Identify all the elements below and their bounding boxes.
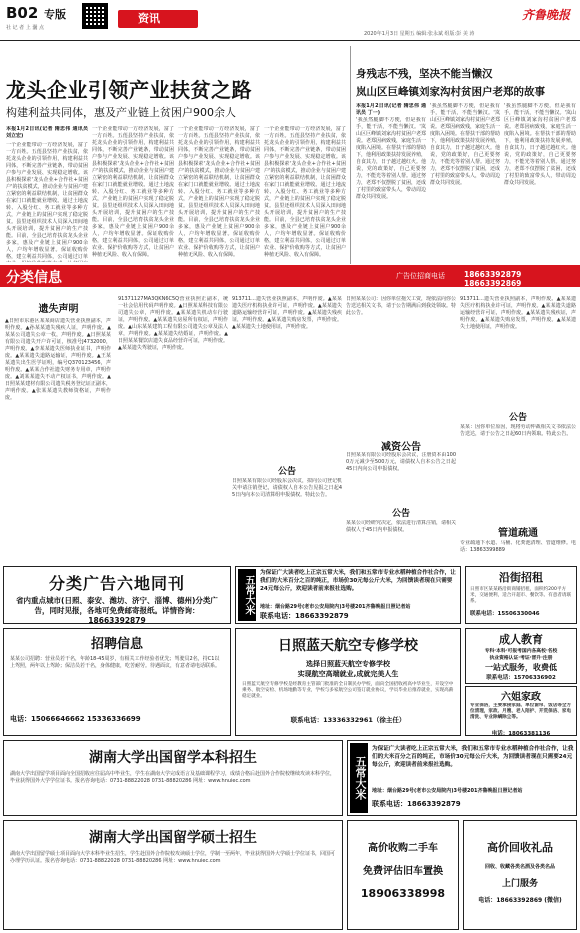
housekeeping-phone: 电话：18063381136: [491, 731, 551, 737]
section-tab: [118, 10, 198, 28]
pipe-title: 管道疏通: [498, 528, 538, 539]
lead-byline: 本报1月2日讯(记者 隋忠伟 通讯员 刘立宏): [6, 126, 88, 139]
story2-body-col2: '我虽然腿脚不方便，但是我有手，能干活，不能当懒汉。'岚山区巨峰镇刘家沟村贫困户老郑说。老郑因病致残，家庭生活一度陷入困境。在帮扶干部的帮助下，他利用政策扶持发展养殖，自食其力，日子越过越红火。他说，党的政策好，自己更要努力，不能光等着别人帮。通过努力，老郑不仅摆脱了贫困，还成了村里的致富带头人，带动周边群众共同发展。: [430, 103, 500, 186]
lead-body-col3: 一个企业能带动一方经济发展，富了一方百姓。五莲县坚持产业扶贫，依托龙头企业的引领作用，构建利益共同体，不断完善产业链条，带动贫困户参与产业发展、实现稳定增收。该县积极探索'龙头企业+合作社+贫困户'的扶贫模式，推动企业与贫困户建立紧密的利益联结机制，让贫困群众在家门口就能就业增收。通过土地流转、入股分红、务工就业等多种方式，产业链上的贫困户实现了稳定脱贫。县里还组织技术人员深入田间地头开展培训，提升贫困户的生产技能。目前，全县已培育扶贫龙头企业多家，惠及产业链上贫困户900余人，户均年增收显著。保证收购价格，建立利益共同体，公司通过订单农业、保护价收购等方式，让贫困户种植无风险、收入有保障。: [178, 126, 260, 258]
story2-title1: 身残志不残，坚决不能当懒汉: [356, 68, 493, 80]
section-tab-label: 资讯: [138, 12, 160, 25]
right-notice-top: 913711...遗失营业执照副本，声明作废。▲某某遗失医疗机构执业许可证，声明作废。▲某某遗失道路运输经营许可证，声明作废。▲某某遗失残疾证，声明作废。▲某某遗失购房发票，声明作废。▲某某遗失土地使用证，声明作废。: [460, 296, 576, 330]
recruit-ad: [3, 628, 231, 736]
gift-recycle-title: 高价回收礼品: [487, 841, 553, 854]
lead-body-col2: 一个企业能带动一方经济发展，富了一方百姓。五莲县坚持产业扶贫，依托龙头企业的引领作用，构建利益共同体，不断完善产业链条，带动贫困户参与产业发展、实现稳定增收。该县积极探索'龙头企业+合作社+贫困户'的扶贫模式，推动企业与贫困户建立紧密的利益联结机制，让贫困群众在家门口就能就业增收。通过土地流转、入股分红、务工就业等多种方式，产业链上的贫困户实现了稳定脱贫。县里还组织技术人员深入田间地头开展培训，提升贫困户的生产技能。目前，全县已培育扶贫龙头企业多家，惠及产业链上贫困户900余人，户均年增收显著。保证收购价格，建立利益共同体，公司通过订单农业、保护价收购等方式，让贫困户种植无风险、收入有保障。: [92, 126, 174, 258]
used-car-title: 高价收购二手车: [368, 843, 438, 854]
gift-recycle-line2: 上门服务: [501, 879, 538, 889]
adult-edu-line1: 专科·本科·可报考国内各高校·名校: [484, 649, 558, 654]
notice-body-mid: 日照某某有限公司经股东会决议，拟向公司登记机关申请注销登记，请债权人自本公告见报之日起45日内向本公司清算组申报债权。特此公告。: [232, 478, 342, 498]
street-rent-phone: 联系电话：15506330046: [470, 611, 540, 617]
classified-phones: 18663392879 18663392869: [464, 270, 522, 288]
pipe-body: 专业疏通下水道、马桶、化粪池清理、管道维修。电话：13863399889: [460, 540, 576, 553]
story2-body-col3: '我虽然腿脚不方便，但是我有手，能干活，不能当懒汉。'岚山区巨峰镇刘家沟村贫困户老郑说。老郑因病致残，家庭生活一度陷入困境。在帮扶干部的帮助下，他利用政策扶持发展养殖，自食其力，日子越过越红火。他说，党的政策好，自己更要努力，不能光等着别人帮。通过努力，老郑不仅摆脱了贫困，还成了村里的致富带头人，带动周边群众共同发展。: [504, 103, 576, 186]
hunan-master-body: 湖南大学出国留学硕士项目面向大学本科毕业生招生，学生赴国外合作院校攻读硕士学位，学制一至两年，毕业获得国外大学硕士学位证书，回国可办理学历认证。报名咨询电话：0731-88822028 0731-88820286 网址：www.hnuiec.com: [10, 851, 336, 864]
hunan-bachelor-body: 湖南大学出国留学项目面向全国招收应往届高中毕业生，学生在湖南大学完成语言及基础课程学习，成绩合格后赴国外合作院校继续攻读本科学位，毕业获得国外大学学位证书。报名咨询电话：0731-88822028 0731-88820286 网址：www.hnuiec.com: [10, 771, 336, 784]
housekeeping-ad: [465, 686, 577, 736]
housekeeping-body: 专业保洁，主要承接家庭、单位窗帘、饭店等全方位清理，家政、月嫂、老人陪护、开荒保洁、家电清洗、专业除螨除尘等。: [470, 703, 572, 720]
story2-body-col1: '我虽然腿脚不方便，但是我有手，能干活，不能当懒汉。'岚山区巨峰镇刘家沟村贫困户老郑说。老郑因病致残，家庭生活一度陷入困境。在帮扶干部的帮助下，他利用政策扶持发展养殖，自食其力，日子越过越红火。他说，党的政策好，自己更要努力，不能光等着别人帮。通过努力，老郑不仅摆脱了贫困，还成了村里的致富带头人，带动周边群众共同发展。: [356, 117, 426, 200]
notice-col4: 日照某某公司：因你单位拖欠工资，现依法向你公告送达相关文书，请于公告期满后到我处领取。特此公告。: [346, 296, 456, 316]
story2-byline: 本报1月2日讯(记者 隋忠伟 通讯员 丁一): [356, 103, 426, 116]
wuchang-tag-bottom: 五常大米: [350, 743, 368, 813]
lead-headline: 龙头企业引领产业扶贫之路: [6, 78, 252, 102]
adult-edu-line3: 一站式服务，收费低: [485, 663, 557, 672]
adult-edu-ad: [465, 628, 577, 684]
lost-notice-col2: 91371127MA3QKN6C5Q营业执照正副本，统一社会信用代码声明作废。▲日照某某科技有限公司遗失公章，声明作废。▲某某遗失机动车行驶证，声明作废。▲某某遗失房屋所有权证，声明作废。▲山东某某建筑工程有限公司遗失公章及法人章，声明作废。▲某某遗失结婚证，声明作废。▲日照某某餐饮店遗失食品经营许可证，声明作废。▲某某遗失驾驶证，声明作废。: [118, 296, 228, 351]
wuchang-ad-top: [235, 566, 461, 624]
brand-logo: 齐鲁晚报: [522, 8, 571, 22]
notice3-body: 某某公司经研究决定，依法进行清算注销，请相关债权人于45日内申报债权。: [346, 520, 456, 533]
gift-recycle-line1: 回收、收藏各类名酒及各类名品: [484, 864, 555, 870]
recruit-phone: 电话：15066646662 15336336699: [10, 715, 141, 723]
hunan-master-title: 湖南大学出国留学硕士招生: [89, 830, 257, 846]
lost-notice-title: 遗失声明: [38, 304, 79, 315]
right-notice-title: 公告: [508, 413, 527, 423]
six-city-title: 分类广告六地同刊: [48, 574, 185, 593]
used-car-ad: [347, 820, 459, 930]
lost-notice-col3: 913711...遗失营业执照副本，声明作废。▲某某遗失医疗机构执业许可证，声明作废。▲某某遗失道路运输经营许可证，声明作废。▲某某遗失残疾证，声明作废。▲某某遗失购房发票，声明作废。▲某某遗失土地使用证，声明作废。: [232, 296, 342, 330]
notice-title-mid: 公告: [277, 467, 296, 477]
wuchang-body-bottom: 为保证广大读者吃上正宗五常大米，我们和五常市专业水稻种植合作社合作，让我们的大米百分之百的纯正，市场价30元每公斤大米，为回馈读者现在只需要24元每公斤，欢迎读者前来报社选购。: [372, 746, 574, 768]
recruit-title: 招聘信息: [90, 637, 143, 652]
hunan-bachelor-ad: [3, 740, 343, 816]
story-divider: [350, 46, 351, 264]
classified-phone-label: 广告位招商电话: [396, 272, 445, 280]
housekeeping-title: 六姐家政: [501, 692, 541, 703]
lead-body-col1: 一个企业能带动一方经济发展，富了一方百姓。五莲县坚持产业扶贫，依托龙头企业的引领作用，构建利益共同体，不断完善产业链条，带动贫困户参与产业发展、实现稳定增收。该县积极探索'龙头企业+合作社+贫困户'的扶贫模式，推动企业与贫困户建立紧密的利益联结机制，让贫困群众在家门口就能就业增收。通过土地流转、入股分红、务工就业等多种方式，产业链上的贫困户实现了稳定脱贫。县里还组织技术人员深入田间地头开展培训，提升贫困户的生产技能。目前，全县已培育扶贫龙头企业多家，惠及产业链上贫困户900余人，户均年增收显著。保证收购价格，建立利益共同体，公司通过订单: [6, 142, 88, 260]
lead-body-col4: 一个企业能带动一方经济发展，富了一方百姓。五莲县坚持产业扶贫，依托龙头企业的引领作用，构建利益共同体，不断完善产业链条，带动贫困户参与产业发展、实现稳定增收。该县积极探索'龙头企业+合作社+贫困户'的扶贫模式，推动企业与贫困户建立紧密的利益联结机制，让贫困群众在家门口就能就业增收。通过土地流转、入股分红、务工就业等多种方式，产业链上的贫困户实现了稳定脱贫。县里还组织技术人员深入田间地头开展培训，提升贫困户的生产技能。目前，全县已培育扶贫龙头企业多家，惠及产业链上贫困户900余人，户均年增收显著。保证收购价格，建立利益共同体，公司通过订单农业、保护价收购等方式，让贫困户种植无风险、收入有保障。: [264, 126, 346, 258]
classified-title: 分类信息: [6, 270, 62, 286]
story2-title2: 岚山区巨峰镇刘家沟村贫困户老郑的故事: [356, 86, 545, 98]
page-number: B02: [6, 4, 39, 22]
adult-edu-line2: 执业资格认证·考证·晋升·注册: [489, 656, 553, 661]
aviation-school-ad: [235, 628, 461, 736]
wuchang-tag-top: 五常大米: [238, 569, 256, 621]
used-car-phone: 18906338998: [360, 887, 446, 900]
header-subline: 社 记 者 上 囊 点: [6, 25, 44, 31]
lost-notice-body: ▲日照市东港区某某商店遗失营业执照副本，声明作废。▲孙某某遗失残疾人证，声明作废。▲某某公司遗失公章一枚，声明作废。▲日照某某有限公司遗失开户许可证，核准号J4732000，声明作废。▲李某某遗失医师执业证书，声明作废。▲某某遗失道路运输证，声明作废。▲王某某遗失出生医学证明，编号Q370123456，声明作废。▲某某合作社遗失财务专用章，声明作废。▲刘某某遗失不动产权证书，声明作废。▲日照某某建材有限公司遗失税务登记证正副本，声明作废。▲张某某遗失教师资格证，声明作废。: [5, 318, 111, 401]
section-label: 专版: [44, 8, 66, 21]
adult-edu-title: 成人教育: [499, 633, 543, 646]
right-notice-body: 某某：因你单位原因，现将劳动仲裁相关文书依法公告送达，请于公告之日起60日内领取。特此公告。: [460, 424, 576, 437]
used-car-line: 免费评估旧车置换: [363, 866, 443, 877]
aviation-sub2: 实现航空高端就业,成就完美人生: [297, 670, 399, 678]
classified-bar: [0, 265, 580, 287]
hunan-bachelor-title: 湖南大学出国留学本科招生: [89, 750, 257, 766]
wuchang-addr-top: 地址：烟台路29号(老市公安局院内)3号楼201齐鲁晚报日照记者站: [260, 604, 411, 610]
page-header: [0, 0, 580, 42]
aviation-body: 日照蓝天航空专修学校是经教育主管部门批准的全日制民办学校，面向全国招收初高中毕业生，开设空中乘务、航空安检、机场地勤等专业，学校与多家航空公司签订就业协议，学员毕业后推荐就业，实现高薪稳定就业。: [242, 682, 454, 699]
lost-notice-box: [3, 294, 114, 564]
gift-recycle-ad: [463, 820, 577, 930]
gift-recycle-phone: 电话：18663392869 (微信): [478, 897, 562, 904]
qr-code-icon: [82, 3, 108, 29]
aviation-title: 日照蓝天航空专修学校: [278, 638, 418, 654]
street-rent-body: 日照市区某某路沿街商铺招租，面积约200平方米，交通便利，适合开超市、餐饮等。有意者请联系。: [470, 587, 572, 604]
adult-edu-phone: 联系电话：15706336902: [486, 675, 556, 681]
street-rent-title: 沿街招租: [499, 571, 543, 584]
wuchang-contact-bottom: 联系电话：18663392879: [372, 800, 461, 808]
six-city-body: 省内重点城市(日照、泰安、潍坊、济宁、淄博、德州)分类广告，同时见报，各地可免费邮寄报纸。详情咨询：18663392879: [16, 596, 218, 625]
reduce-capital-title: 减资公告: [381, 442, 421, 453]
wuchang-body-top: 为保证广大读者吃上正宗五常大米，我们和五常市专业水稻种植合作社合作，让我们的大米百分之百的纯正，市场价30元每公斤大米，为回馈读者现在只需要24元每公斤，欢迎读者前来报社选购。: [260, 570, 456, 592]
wuchang-addr-bottom: 地址：烟台路29号(老市公安局院内)3号楼201齐鲁晚报日照记者站: [372, 788, 523, 794]
wuchang-ad-bottom: [347, 740, 577, 816]
street-rent-ad: [465, 566, 577, 624]
six-city-ad: [3, 566, 231, 624]
hunan-master-ad: [3, 820, 343, 930]
header-rule: [0, 40, 580, 41]
wuchang-contact-top: 联系电话：18663392879: [260, 612, 349, 620]
dateline: 2020年1月3日 星期五 编辑:张永斌 组版:彭 美 涛: [364, 31, 475, 37]
aviation-phone: 联系电话：13336332961（徐主任）: [290, 716, 406, 724]
lead-subtitle: 构建利益共同体，惠及产业链上贫困户900余人: [6, 106, 236, 119]
reduce-capital-body: 日照某某有限公司经股东会决议，注册资本由1000万元减少至500万元，请债权人自本公告之日起45日内向公司申报债权。: [346, 452, 456, 472]
notice3-title: 公告: [391, 509, 410, 519]
aviation-sub1: 选择日照蓝天航空专修学校: [306, 660, 390, 668]
recruit-body: 某某公司招聘：营业员若干名，年龄18-45周岁，有相关工作经验者优先；驾驶员2名，持C1以上驾照，两年以上驾龄；保洁员若干名，身体健康，吃苦耐劳。待遇面议，有意者请电话联系。: [10, 656, 221, 669]
